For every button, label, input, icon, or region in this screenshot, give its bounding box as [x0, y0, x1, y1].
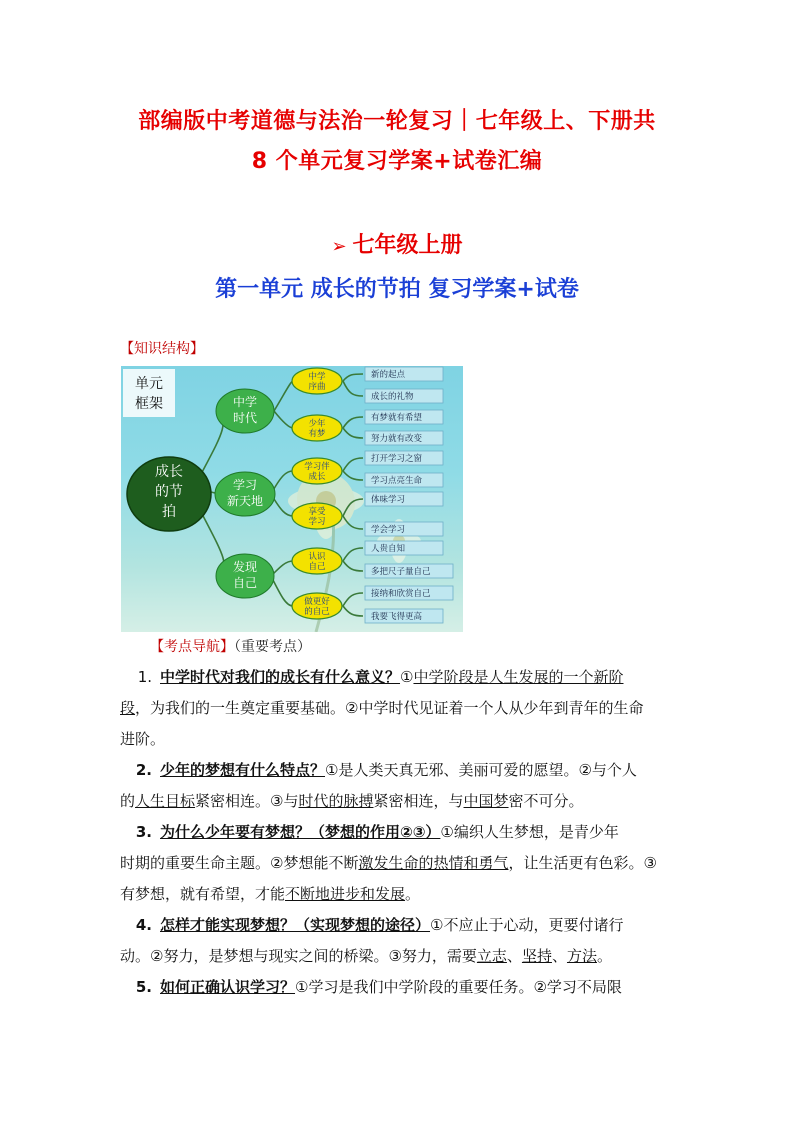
leaf-label: 努力就有改变 — [371, 434, 423, 444]
sub-label: 做更好 — [304, 597, 330, 607]
list-item — [120, 972, 680, 1003]
answer-text: 有梦想，就有希望，才能 — [120, 885, 286, 903]
answer-text: 、 — [551, 947, 567, 965]
grade-heading — [0, 228, 794, 259]
leaf-label: 我要飞得更高 — [371, 612, 423, 622]
question: 中学时代对我们的成长有什么意义？ — [160, 668, 401, 686]
answer-underline: 中学阶段是人生发展的一个新阶 — [413, 668, 624, 686]
question: 为什么少年要有梦想？（梦想的作用②③） — [160, 823, 441, 841]
branch-label: 发现 — [232, 560, 258, 574]
leaf-label: 成长的礼物 — [371, 392, 414, 402]
sub-label: 学习 — [308, 517, 326, 527]
knowledge-structure-label: 【知识结构】 — [120, 341, 204, 357]
answer-text: 紧密相连，与 — [373, 792, 464, 810]
root-label-3: 拍 — [162, 504, 176, 520]
answer-underline: 方法 — [566, 947, 597, 965]
question: 少年的梦想有什么特点？ — [160, 761, 326, 779]
answer-text: 、 — [506, 947, 522, 965]
item-number: 4. — [135, 916, 152, 934]
item-number: 5. — [135, 978, 152, 996]
sub-label: 认识 — [308, 552, 326, 562]
question: 怎样才能实现梦想？（实现梦想的途径） — [160, 916, 431, 934]
sub-label: 学习伴 — [304, 462, 330, 472]
sub-label: 自己 — [308, 562, 326, 572]
answer-underline: 人生目标 — [135, 792, 196, 810]
leaf-label: 新的起点 — [371, 370, 406, 380]
sub-label: 的自己 — [304, 607, 330, 617]
list-item — [120, 817, 680, 910]
leaf-label: 人贵自知 — [371, 544, 406, 554]
answer-text: ①不应止于心动，更要付诸行 — [430, 916, 624, 934]
leaf-label: 打开学习之窗 — [371, 454, 423, 464]
answer-underline: 中国梦 — [463, 792, 509, 810]
answer-text: 进阶。 — [120, 730, 166, 748]
leaf-label: 体味学习 — [371, 495, 406, 505]
leaf-label: 有梦就有希望 — [371, 413, 423, 423]
answer-underline: 不断地进步和发展 — [285, 885, 406, 903]
item-number: 2. — [135, 761, 152, 779]
frame-label-1: 单元 — [135, 376, 163, 392]
leaf-label: 学习点亮生命 — [371, 476, 423, 486]
document-title-line1: 部编版中考道德与法治一轮复习｜七年级上、下册共 — [138, 109, 656, 134]
leaf-label: 接纳和欣赏自己 — [371, 589, 431, 599]
leaf-label: 多把尺子量自己 — [371, 567, 431, 577]
answer-text: ① — [400, 668, 414, 686]
item-number: 1. — [137, 668, 152, 686]
answer-text: 时期的重要生命主题。②梦想能不断 — [120, 854, 359, 872]
sub-label: 享受 — [308, 507, 326, 517]
branch-label: 自己 — [232, 576, 258, 590]
item-number: 3. — [135, 823, 152, 841]
arrow-bullet-icon: ➢ — [331, 236, 347, 257]
mind-map-diagram — [121, 366, 463, 632]
focus-label: 【考点导航】 — [150, 639, 234, 655]
frame-label-2: 框架 — [135, 396, 163, 412]
answer-underline: 时代的脉搏 — [298, 792, 374, 810]
answer-text: ，让生活更有色彩。③ — [508, 854, 657, 872]
unit-heading: 第一单元 成长的节拍 复习学案+试卷 — [215, 277, 579, 302]
answer-underline: 立志 — [476, 947, 507, 965]
grade-label: 七年级上册 — [352, 233, 463, 258]
leaf-label: 学会学习 — [371, 525, 406, 535]
question: 如何正确认识学习？ — [160, 978, 296, 996]
answer-text: ，为我们的一生奠定重要基础。②中学时代见证着一个人从少年到青年的生命 — [135, 699, 644, 717]
document-title-line2: 8 个单元复习学案+试卷汇编 — [251, 149, 543, 174]
root-label-2: 的节 — [155, 484, 183, 500]
focus-note: （重要考点） — [234, 639, 311, 655]
sub-label: 中学 — [308, 372, 326, 382]
sub-label: 少年 — [308, 419, 326, 429]
list-item — [120, 662, 680, 755]
sub-label: 有梦 — [308, 429, 326, 439]
answer-text: 动。②努力，是梦想与现实之间的桥梁。③努力，需要 — [120, 947, 477, 965]
answer-text: ①编织人生梦想，是青少年 — [440, 823, 619, 841]
answer-text: 紧密相连。③与 — [195, 792, 299, 810]
answer-underline: 激发生命的热情和勇气 — [358, 854, 509, 872]
list-item — [120, 910, 680, 972]
focus-points-label — [150, 636, 311, 656]
answer-text: ①学习是我们中学阶段的重要任务。②学习不局限 — [295, 978, 622, 996]
branch-label: 时代 — [232, 411, 258, 425]
answer-text: 。 — [596, 947, 612, 965]
branch-label: 学习 — [232, 478, 258, 492]
sub-label: 成长 — [308, 472, 326, 482]
branch-label: 新天地 — [226, 494, 264, 508]
answer-underline: 坚持 — [521, 947, 552, 965]
answer-text: 密不可分。 — [508, 792, 584, 810]
answer-text: 的 — [120, 792, 136, 810]
answer-text: 。 — [405, 885, 421, 903]
answer-text: ①是人类天真无邪、美丽可爱的愿望。②与个人 — [325, 761, 637, 779]
branch-label: 中学 — [232, 395, 258, 409]
root-label-1: 成长 — [155, 464, 183, 480]
list-item — [120, 755, 680, 817]
sub-label: 序曲 — [308, 382, 326, 392]
answer-underline: 段 — [120, 699, 136, 717]
